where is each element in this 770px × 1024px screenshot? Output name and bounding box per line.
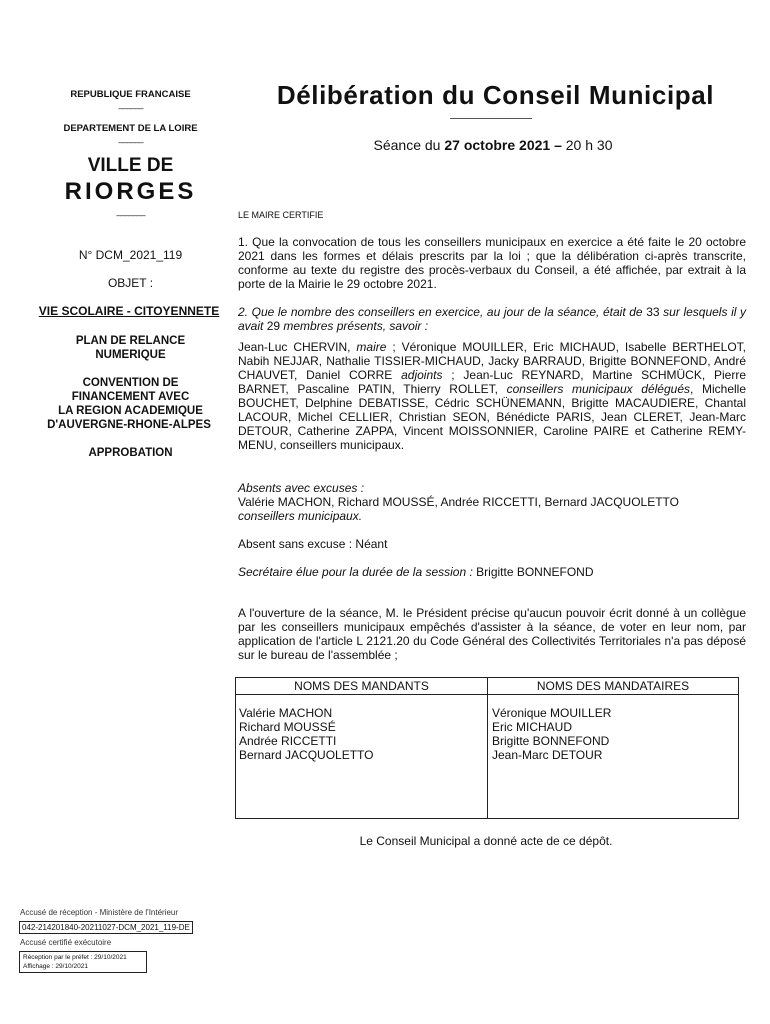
paragraph-ouverture: A l'ouverture de la séance, M. le Président précise qu'aucun pouvoir écrit donné à un collègue par les conseillers municipaux empêchés d'assister à la séance, de voter en leur nom, par application de l'article L 2121.20 du Code Général des Collectivités Territoriales n'a pas déposé sur le bureau de l'assemblée ; (238, 606, 746, 662)
adjoints-role: adjoints (401, 368, 443, 382)
conseillers-names: , Michelle BOUCHET, Delphine DEBATISSE, Cédric SCHÜNEMANN, Brigitte MACAUDIERE, Chantal LACOUR, Michel CELLIER, Christian SEON, Bénédicte PARIS, Jean CLERET, Jean-Marc DETOUR, Catherine ZAPPA, Vincent MOISSONNIER, Caroline PAIRE et Catherine REMY-MENU, conseillers municipaux. (238, 382, 747, 452)
divider: ______ (118, 133, 143, 143)
donne-acte: Le Conseil Municipal a donné acte de ce dépôt. (359, 834, 613, 848)
reception-date: Réception par le préfet : 29/10/2021 (23, 954, 127, 961)
list-item: Richard MOUSSÉ (239, 720, 336, 734)
absents-names: Valérie MACHON, Richard MOUSSÉ, Andrée RICCETTI, Bernard JACQUOLETTO (238, 495, 680, 509)
objet-label: OBJET : (107, 276, 154, 290)
topic-convention-line3: LA REGION ACADEMIQUE (58, 405, 203, 417)
topic-convention-line4: D'AUVERGNE-RHONE-ALPES (47, 419, 211, 431)
p2-present: 29 (266, 319, 281, 333)
delegues-role: conseillers municipaux délégués (506, 382, 691, 396)
seance-date: 27 octobre 2021 – (444, 137, 562, 153)
list-item: Eric MICHAUD (492, 720, 572, 734)
divider: _______ (116, 206, 145, 216)
deliberation-number: N° DCM_2021_119 (78, 248, 183, 262)
subject-heading: VIE SCOLAIRE - CITOYENNETE (38, 304, 220, 318)
commune-name: RIORGES (64, 178, 197, 205)
mandants-list (239, 706, 373, 762)
accuse-id: 042-214201840-20211027-DCM_2021_119-DE (19, 921, 193, 934)
title-underline (450, 118, 532, 119)
executoire-label: Accusé certifié exécutoire (20, 938, 112, 947)
p2-text-b: sur lesquels il y avait (238, 305, 747, 333)
secretaire-name: Brigitte BONNEFOND (476, 565, 594, 579)
adjoints-names: ; Véronique MOUILLER, Eric MICHAUD, Isabelle BERTHELOT, Nabih NEJJAR, Nathalie TISSIER-MICHAUD, Jacky BARRAUD, Brigitte BONNEFOND, André CHAUVET, Daniel CORRE (238, 340, 746, 382)
p2-text-a: 2. Que le nombre des conseillers en exercice, au jour de la séance, était de (238, 305, 647, 319)
p2-text-c: membres présents, savoir : (280, 319, 429, 333)
seance-line (238, 137, 748, 153)
list-item: Valérie MACHON (239, 706, 333, 720)
topic-convention-line1: CONVENTION DE (82, 377, 179, 389)
list-item: Véronique MOUILLER (492, 706, 612, 720)
topic-plan-relance: PLAN DE RELANCE NUMERIQUE (75, 335, 186, 361)
secretaire-label: Secrétaire élue pour la durée de la session : (238, 565, 477, 579)
republique-label: REPUBLIQUE FRANCAISE (70, 89, 191, 100)
column-divider (487, 694, 488, 818)
maire-role: maire (356, 340, 387, 354)
page-title: Délibération du Conseil Municipal (276, 80, 715, 110)
divider: ______ (118, 99, 143, 109)
list-item: Andrée RICCETTI (239, 734, 337, 748)
secretaire-line (238, 565, 746, 579)
mandataires-list (492, 706, 611, 762)
maire-certifie: LE MAIRE CERTIFIE (238, 210, 324, 220)
mandats-table (235, 677, 739, 819)
list-item: Bernard JACQUOLETTO (239, 748, 374, 762)
list-item: Jean-Marc DETOUR (492, 748, 603, 762)
paragraph-convocation: 1. Que la convocation de tous les conseillers municipaux en exercice a été faite le 20 octobre 2021 dans les formes et délais prescrits par la loi ; que la délibération ci-après transcrite, conforme au texte du registre des procès-verbaux du Conseil, a été affichée, par extrait à la porte de la Mairie le 29 octobre 2021. (238, 235, 746, 291)
seance-prefix: Séance du (373, 137, 445, 153)
accuse-reception-label: Accusé de réception - Ministère de l'Intérieur (20, 908, 179, 917)
members-list (238, 340, 746, 452)
p2-count: 33 (646, 305, 660, 319)
absent-sans-excuse: Absent sans excuse : Néant (238, 537, 388, 551)
list-item: Brigitte BONNEFOND (492, 734, 610, 748)
seance-time: 20 h 30 (561, 137, 613, 153)
absents-role: conseillers municipaux. (238, 509, 363, 523)
departement-label: DEPARTEMENT DE LA LOIRE (63, 123, 198, 134)
maire-name: Jean-Luc CHERVIN, (238, 340, 357, 354)
column-header-mandataires: NOMS DES MANDATAIRES (488, 678, 738, 695)
paragraph-nombre-conseillers (238, 305, 746, 333)
absents-excuses (238, 481, 746, 523)
column-header-mandants: NOMS DES MANDANTS (236, 678, 488, 695)
absents-label: Absents avec excuses : (238, 481, 365, 495)
ville-label: VILLE DE (87, 155, 174, 176)
approbation-label: APPROBATION (88, 447, 173, 459)
affichage-date: Affichage : 29/10/2021 (23, 963, 88, 970)
topic-convention-line2: FINANCEMENT AVEC (71, 391, 190, 403)
delegues-names: ; Jean-Luc REYNARD, Martine SCHMÜCK, Pierre BARNET, Pascaline PATIN, Thierry ROLLET, (238, 368, 746, 396)
stamp-dates (19, 951, 147, 973)
